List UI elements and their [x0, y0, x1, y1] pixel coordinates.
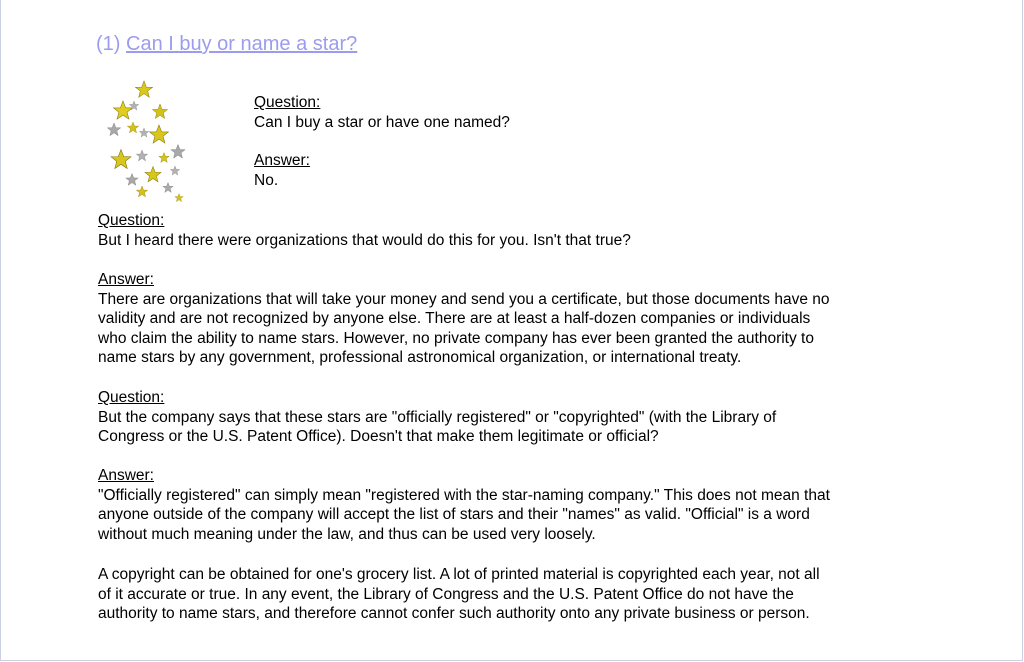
intro-answer-text: No.: [254, 172, 279, 189]
star-gold-3: [152, 104, 167, 118]
qa-question-2: [98, 388, 776, 447]
intro-question-text: Can I buy a star or have one named?: [254, 114, 510, 131]
qa-question-2-label: Question:: [98, 389, 165, 406]
star-gold-9: [136, 186, 147, 197]
star-gold-2: [114, 101, 133, 119]
star-gold-5: [150, 125, 169, 143]
qa-answer-2-line-2: anyone outside of the company will accept the list of stars and their "names" as valid. "Official" is a word: [98, 506, 810, 524]
qa-answer-1-line-4: name stars by any government, professional astronomical organization, or international treaty.: [98, 349, 742, 367]
closing-line-2: of it accurate or true. In any event, the Library of Congress and the U.S. Patent Office do not have the: [98, 585, 794, 603]
star-gold-4: [127, 122, 138, 133]
star-gold-10: [175, 194, 184, 202]
star-gold-8: [145, 167, 161, 182]
qa-answer-1-label: Answer:: [98, 271, 154, 288]
star-silver-2: [107, 123, 120, 136]
star-gold-6: [111, 150, 131, 169]
closing-line-1: A copyright can be obtained for one's grocery list. A lot of printed material is copyrighted each year, not all: [98, 566, 820, 583]
qa-answer-2-line-1: "Officially registered" can simply mean "registered with the star-naming company." This does not mean that: [98, 486, 830, 504]
qa-question-2-line-1: But the company says that these stars are "officially registered" or "copyrighted" (with the Library of: [98, 408, 777, 426]
page-title: [96, 33, 357, 56]
intro-answer-label: Answer:: [254, 152, 310, 169]
closing-paragraph: [98, 565, 820, 624]
stars-cluster-icon: [100, 78, 195, 206]
star-gold-1: [135, 81, 152, 97]
qa-answer-2-line-3: without much meaning under the law, and thus can be used very loosely.: [98, 525, 596, 543]
star-silver-4: [171, 145, 185, 159]
star-silver-5: [136, 150, 147, 161]
intro-answer: [254, 151, 310, 191]
star-silver-7: [170, 166, 180, 175]
star-silver-8: [163, 183, 173, 193]
qa-question-1: [98, 211, 631, 250]
title-number: (1): [96, 33, 121, 55]
qa-answer-1-line-1: There are organizations that will take your money and send you a certificate, but those documents have no: [98, 290, 830, 308]
qa-question-1-label: Question:: [98, 212, 165, 229]
qa-question-1-line-1: But I heard there were organizations that would do this for you. Isn't that true?: [98, 231, 631, 249]
intro-question-label: Question:: [254, 94, 321, 111]
star-gold-7: [159, 153, 169, 163]
qa-answer-2-label: Answer:: [98, 467, 154, 484]
qa-answer-1: [98, 270, 830, 368]
closing-line-3: authority to name stars, and therefore cannot confer such authority onto any private business or person.: [98, 605, 810, 623]
qa-answer-1-line-2: validity and are not recognized by anyone else. There are at least a half-dozen companies or individuals: [98, 310, 811, 328]
qa-answer-1-line-3: who claim the ability to name stars. However, no private company has ever been granted the authority to: [98, 329, 814, 347]
star-silver-6: [126, 174, 138, 186]
star-silver-3: [139, 128, 149, 137]
qa-question-2-line-2: Congress or the U.S. Patent Office). Doesn't that make them legitimate or official?: [98, 428, 659, 446]
title-link[interactable]: Can I buy or name a star?: [126, 33, 358, 55]
intro-question: [254, 93, 510, 133]
qa-answer-2: [98, 466, 830, 544]
